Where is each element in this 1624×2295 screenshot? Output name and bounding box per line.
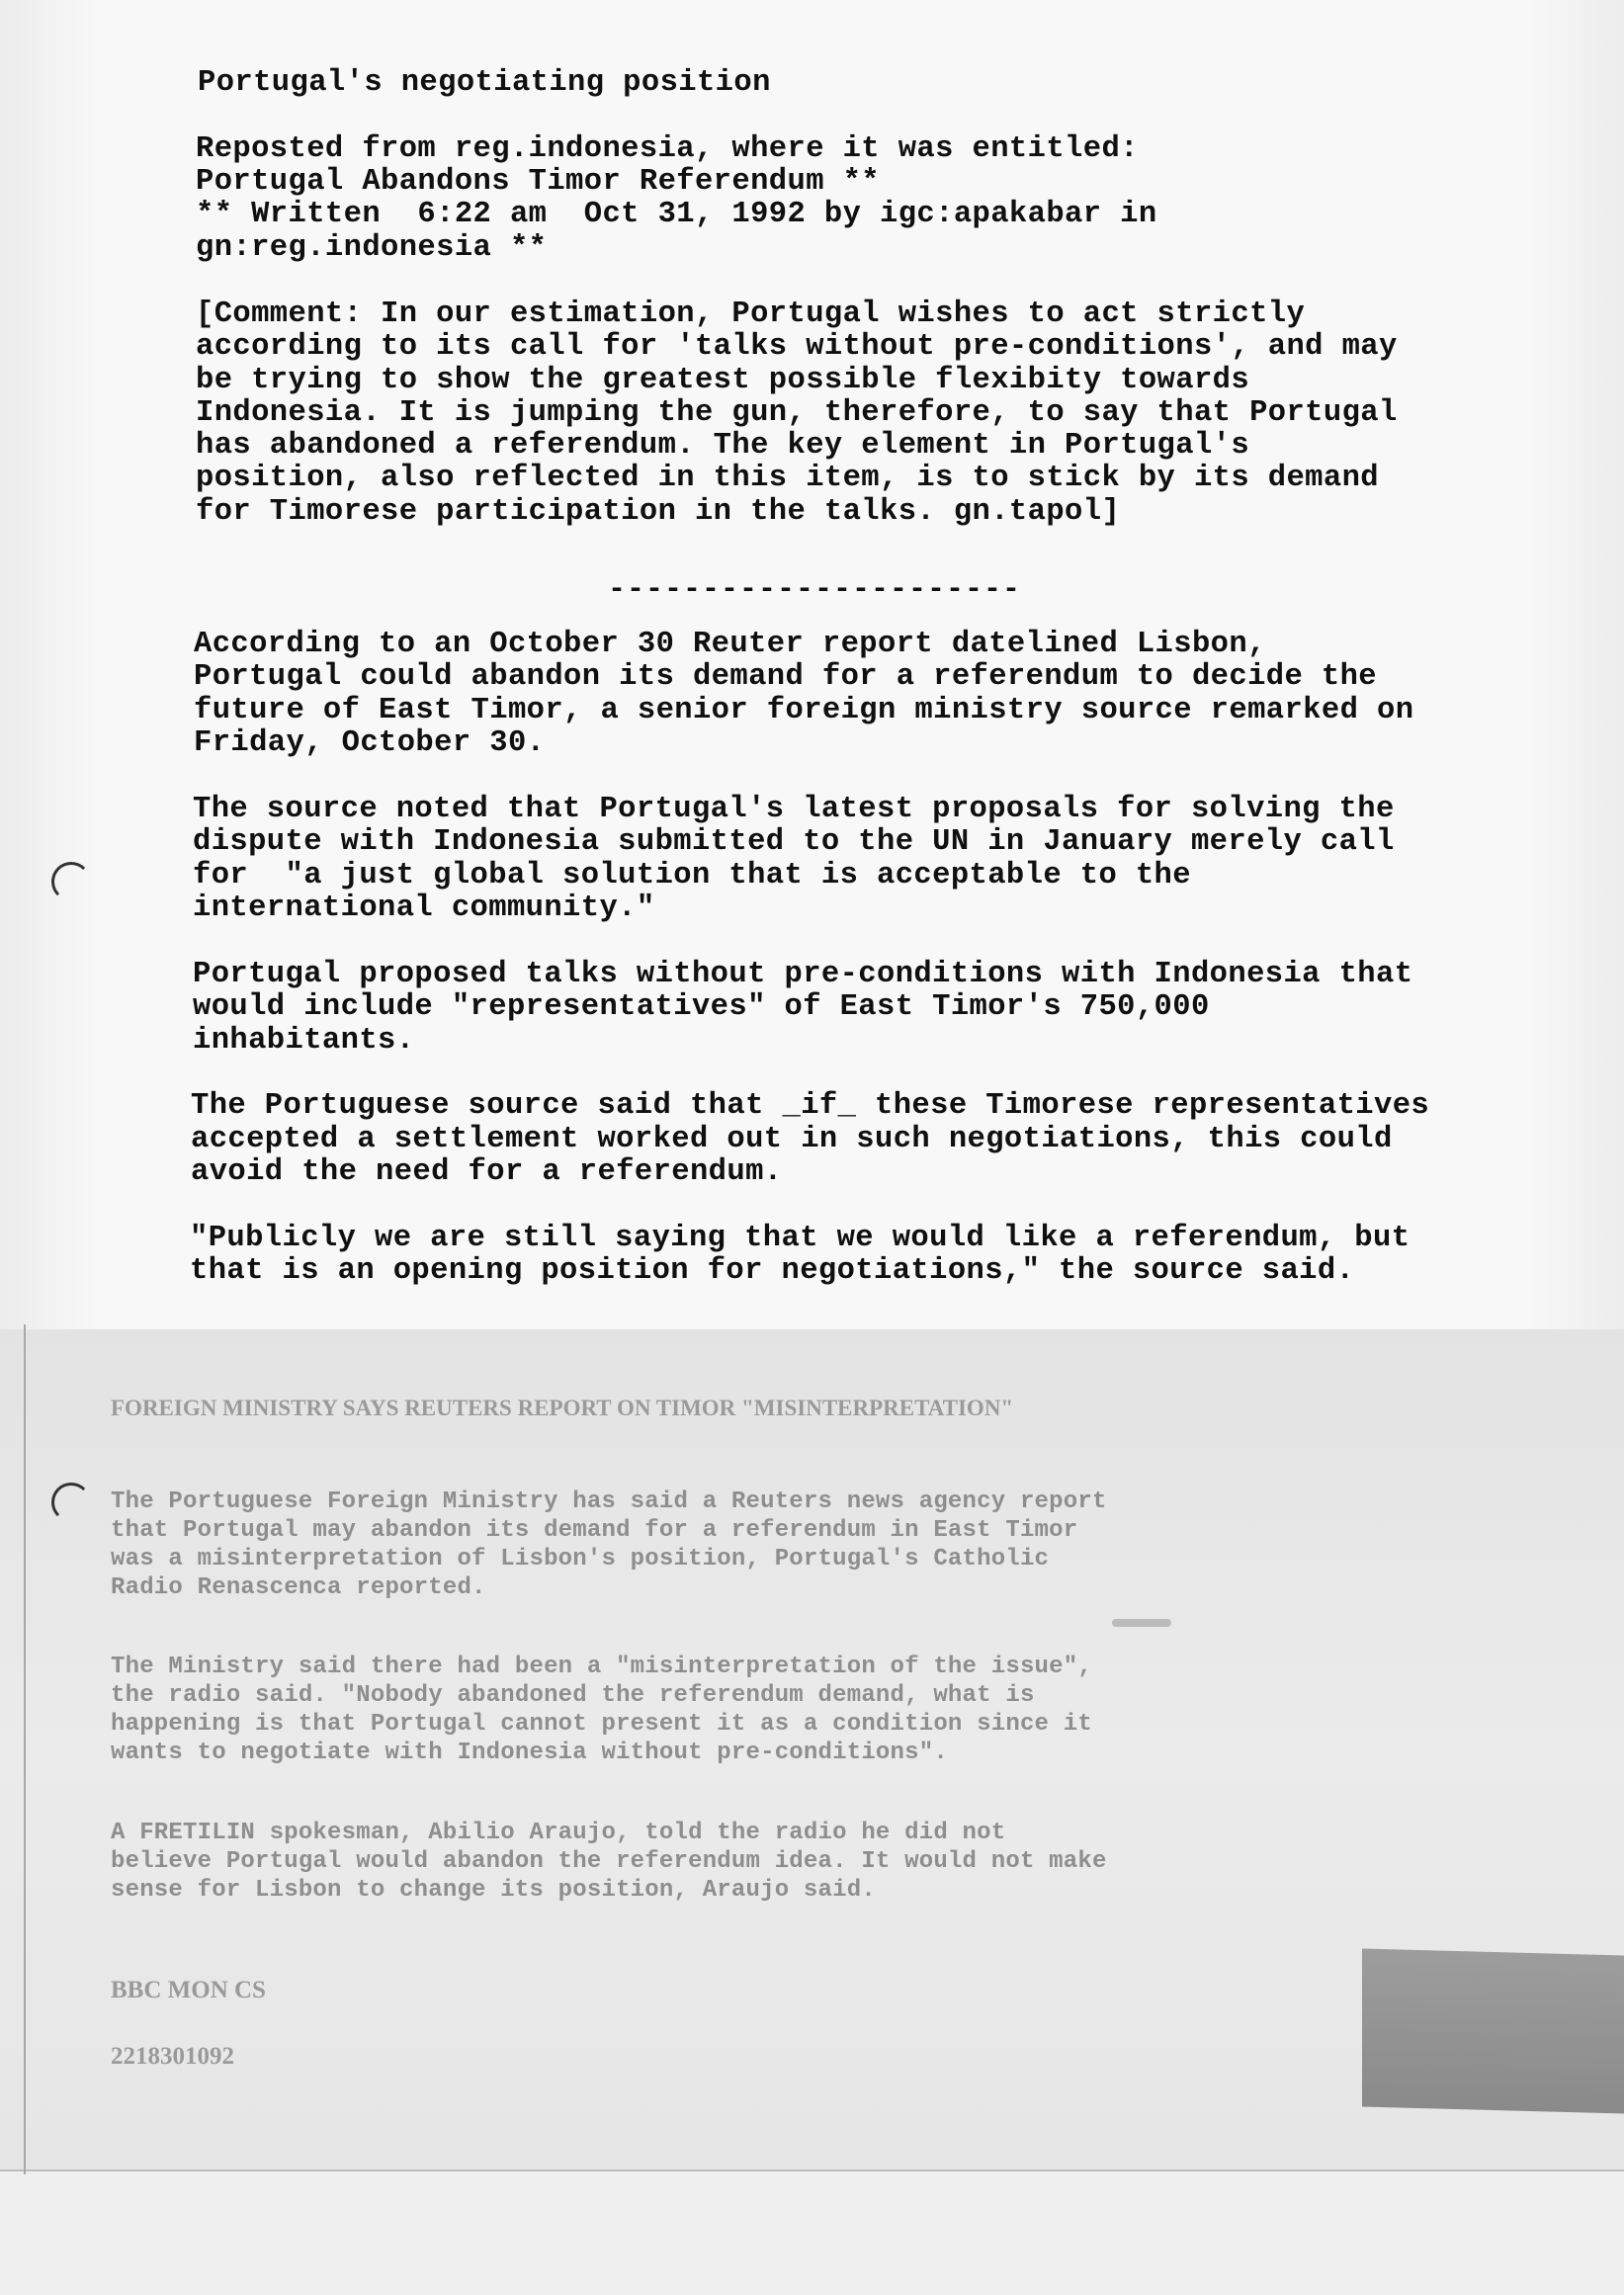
- clipping-line: the radio said. "Nobody abandoned the referendum demand, what is: [111, 1682, 1035, 1709]
- clipping-line: Radio Renascenca reported.: [111, 1574, 486, 1601]
- tape-strip: [1362, 1949, 1624, 2114]
- paragraph-line: for "a just global solution that is acceptable to the: [193, 859, 1191, 892]
- repost-line: ** Written 6:22 am Oct 31, 1992 by igc:apakabar in: [196, 198, 1157, 231]
- paragraph-line: "Publicly we are still saying that we would like a referendum, but: [190, 1222, 1410, 1255]
- paragraph-line: inhabitants.: [193, 1024, 415, 1058]
- clipping-line: that Portugal may abandon its demand for a referendum in East Timor: [111, 1517, 1078, 1544]
- clipping-source: BBC MON CS: [111, 1977, 266, 2003]
- paragraph-line: According to an October 30 Reuter report datelined Lisbon,: [194, 628, 1266, 661]
- page-bottom-margin: [0, 2169, 1624, 2295]
- punch-hole-icon: [51, 1483, 91, 1522]
- comment-line: position, also reflected in this item, is to stick by its demand: [196, 462, 1379, 495]
- paragraph-line: future of East Timor, a senior foreign ministry source remarked on: [194, 694, 1414, 727]
- comment-line: be trying to show the greatest possible flexibity towards: [196, 364, 1250, 397]
- paragraph-line: avoid the need for a referendum.: [191, 1155, 783, 1189]
- document-title: Portugal's negotiating position: [198, 66, 771, 100]
- punch-hole-icon: [51, 862, 91, 901]
- clipping-headline: FOREIGN MINISTRY SAYS REUTERS REPORT ON TIMOR "MISINTERPRETATION": [111, 1396, 1014, 1420]
- paragraph-line: accepted a settlement worked out in such negotiations, this could: [191, 1123, 1393, 1156]
- comment-line: according to its call for 'talks without pre-conditions', and may: [196, 330, 1398, 364]
- paragraph-line: The Portuguese source said that _if_ these Timorese representatives: [191, 1089, 1430, 1123]
- repost-line: Portugal Abandons Timor Referendum **: [196, 165, 881, 199]
- clipping-line: believe Portugal would abandon the referendum idea. It would not make: [111, 1848, 1107, 1875]
- section-divider: ----------------------: [608, 573, 1022, 607]
- repost-line: Reposted from reg.indonesia, where it was entitled:: [196, 132, 1139, 166]
- paragraph-line: The source noted that Portugal's latest proposals for solving the: [193, 793, 1395, 826]
- comment-line: [Comment: In our estimation, Portugal wishes to act strictly: [196, 298, 1306, 331]
- paragraph-line: that is an opening position for negotiations," the source said.: [190, 1254, 1355, 1288]
- clipping-edge: [24, 1324, 26, 2174]
- clipping-line: The Ministry said there had been a "misinterpretation of the issue",: [111, 1654, 1092, 1680]
- paragraph-line: would include "representatives" of East Timor's 750,000: [193, 990, 1210, 1024]
- paragraph-line: Portugal proposed talks without pre-conditions with Indonesia that: [193, 958, 1413, 991]
- clipping-code: 2218301092: [111, 2043, 234, 2070]
- comment-line: for Timorese participation in the talks. gn.tapol]: [196, 495, 1121, 529]
- paragraph-line: Friday, October 30.: [194, 726, 546, 760]
- clipping-line: sense for Lisbon to change its position, Araujo said.: [111, 1877, 876, 1904]
- repost-line: gn:reg.indonesia **: [196, 231, 548, 265]
- paragraph-line: international community.": [193, 892, 655, 925]
- clipping-line: happening is that Portugal cannot present it as a condition since it: [111, 1711, 1092, 1738]
- clipping-line: wants to negotiate with Indonesia without pre-conditions".: [111, 1740, 948, 1766]
- paragraph-line: Portugal could abandon its demand for a referendum to decide the: [194, 660, 1377, 694]
- clipping-line: A FRETILIN spokesman, Abilio Araujo, told the radio he did not: [111, 1820, 1006, 1846]
- paragraph-line: dispute with Indonesia submitted to the UN in January merely call: [193, 825, 1395, 859]
- scan-smudge: [1112, 1619, 1171, 1627]
- clipping-line: was a misinterpretation of Lisbon's position, Portugal's Catholic: [111, 1546, 1050, 1572]
- comment-line: has abandoned a referendum. The key element in Portugal's: [196, 429, 1250, 463]
- clipping-line: The Portuguese Foreign Ministry has said a Reuters news agency report: [111, 1488, 1107, 1515]
- comment-line: Indonesia. It is jumping the gun, therefore, to say that Portugal: [196, 396, 1398, 430]
